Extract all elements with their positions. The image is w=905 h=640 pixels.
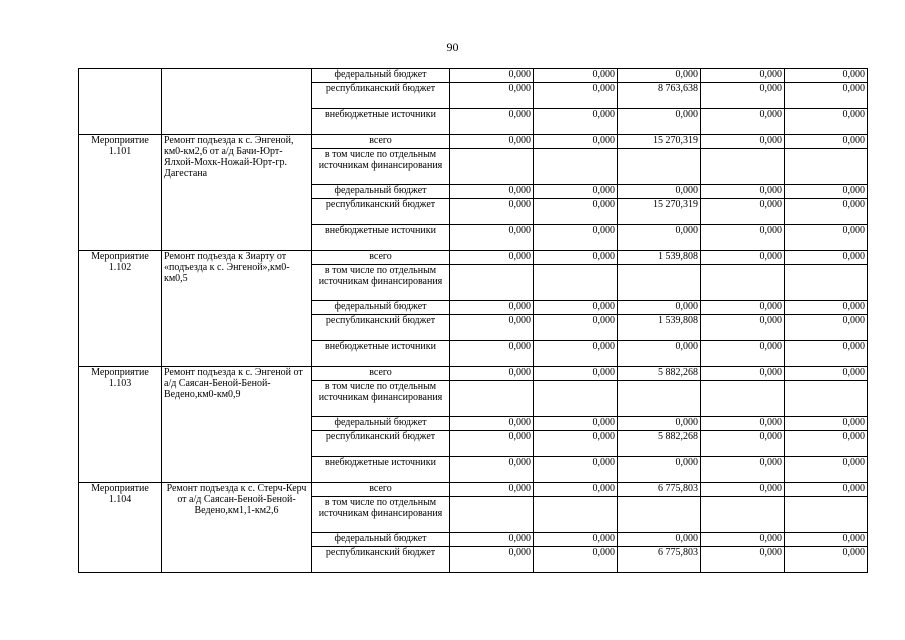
- value-cell: 0,000: [534, 547, 618, 573]
- value-cell: 0,000: [701, 315, 785, 341]
- value-cell: 1 539,808: [618, 251, 701, 265]
- value-cell: 0,000: [618, 109, 701, 135]
- value-cell: [618, 381, 701, 417]
- funding-source-cell: республиканский бюджет: [312, 547, 450, 573]
- value-cell: 0,000: [618, 457, 701, 483]
- value-cell: 0,000: [701, 199, 785, 225]
- funding-source-cell: федеральный бюджет: [312, 533, 450, 547]
- value-cell: 0,000: [450, 185, 534, 199]
- value-cell: 0,000: [785, 547, 868, 573]
- measure-code-cell: Мероприятие 1.104: [79, 483, 162, 573]
- measure-code-cell: [79, 69, 162, 135]
- measure-name-cell: Ремонт подъезда к Зиарту от «подъезда к с. Энгеной»,км0-км0,5: [162, 251, 312, 367]
- value-cell: 0,000: [701, 367, 785, 381]
- value-cell: [618, 149, 701, 185]
- value-cell: [785, 265, 868, 301]
- value-cell: 0,000: [785, 483, 868, 497]
- value-cell: 0,000: [785, 135, 868, 149]
- value-cell: [785, 149, 868, 185]
- value-cell: 0,000: [618, 185, 701, 199]
- value-cell: 0,000: [785, 199, 868, 225]
- value-cell: [701, 265, 785, 301]
- funding-source-cell: республиканский бюджет: [312, 315, 450, 341]
- value-cell: 0,000: [785, 109, 868, 135]
- value-cell: 0,000: [785, 533, 868, 547]
- value-cell: [701, 497, 785, 533]
- measure-name-cell: Ремонт подъезда к с. Энгеной от а/д Саясан-Беной-Беной-Ведено,км0-км0,9: [162, 367, 312, 483]
- value-cell: 0,000: [450, 315, 534, 341]
- table-row: [79, 135, 868, 149]
- funding-source-cell: в том числе по отдельным источникам финансирования: [312, 497, 450, 533]
- value-cell: 0,000: [450, 83, 534, 109]
- value-cell: 0,000: [450, 547, 534, 573]
- value-cell: 0,000: [701, 301, 785, 315]
- value-cell: 0,000: [785, 417, 868, 431]
- value-cell: 0,000: [534, 83, 618, 109]
- table-row: [79, 69, 868, 83]
- value-cell: [534, 149, 618, 185]
- budget-table: [78, 68, 868, 573]
- value-cell: 0,000: [450, 341, 534, 367]
- value-cell: 0,000: [534, 301, 618, 315]
- value-cell: 0,000: [701, 483, 785, 497]
- value-cell: 0,000: [450, 457, 534, 483]
- value-cell: 0,000: [534, 135, 618, 149]
- value-cell: 0,000: [785, 367, 868, 381]
- value-cell: 0,000: [618, 301, 701, 315]
- value-cell: 6 775,803: [618, 547, 701, 573]
- measure-name-cell: Ремонт подъезда к с. Энгеной, км0-км2,6 от а/д Бачи-Юрт-Ялхой-Мохк-Ножай-Юрт-гр. Дагестана: [162, 135, 312, 251]
- value-cell: 5 882,268: [618, 431, 701, 457]
- value-cell: 0,000: [450, 225, 534, 251]
- value-cell: [450, 149, 534, 185]
- measure-name-cell: Ремонт подъезда к с. Стерч-Керч от а/д Саясан-Беной-Беной-Ведено,км1,1-км2,6: [162, 483, 312, 573]
- value-cell: 0,000: [618, 533, 701, 547]
- value-cell: 0,000: [534, 431, 618, 457]
- page-number: 90: [446, 40, 459, 54]
- funding-source-cell: внебюджетные источники: [312, 225, 450, 251]
- measure-code-cell: Мероприятие 1.101: [79, 135, 162, 251]
- value-cell: 0,000: [534, 457, 618, 483]
- value-cell: 15 270,319: [618, 199, 701, 225]
- value-cell: 0,000: [534, 251, 618, 265]
- value-cell: [450, 381, 534, 417]
- funding-source-cell: всего: [312, 483, 450, 497]
- value-cell: [785, 381, 868, 417]
- value-cell: 0,000: [701, 225, 785, 251]
- value-cell: 0,000: [450, 69, 534, 83]
- value-cell: 0,000: [534, 341, 618, 367]
- value-cell: 0,000: [701, 251, 785, 265]
- value-cell: 0,000: [534, 109, 618, 135]
- value-cell: 0,000: [450, 109, 534, 135]
- value-cell: 0,000: [534, 225, 618, 251]
- funding-source-cell: федеральный бюджет: [312, 69, 450, 83]
- value-cell: 0,000: [785, 457, 868, 483]
- value-cell: 0,000: [534, 533, 618, 547]
- value-cell: 0,000: [701, 185, 785, 199]
- value-cell: 0,000: [618, 417, 701, 431]
- value-cell: 0,000: [785, 301, 868, 315]
- value-cell: 0,000: [450, 483, 534, 497]
- funding-source-cell: федеральный бюджет: [312, 417, 450, 431]
- value-cell: 0,000: [701, 533, 785, 547]
- value-cell: [618, 265, 701, 301]
- value-cell: 0,000: [450, 533, 534, 547]
- value-cell: [618, 497, 701, 533]
- value-cell: 8 763,638: [618, 83, 701, 109]
- funding-source-cell: федеральный бюджет: [312, 185, 450, 199]
- value-cell: [534, 497, 618, 533]
- value-cell: 0,000: [450, 367, 534, 381]
- value-cell: 0,000: [534, 315, 618, 341]
- value-cell: 0,000: [785, 69, 868, 83]
- value-cell: 0,000: [785, 83, 868, 109]
- value-cell: [534, 265, 618, 301]
- value-cell: 0,000: [450, 251, 534, 265]
- measure-code-cell: Мероприятие 1.103: [79, 367, 162, 483]
- value-cell: 0,000: [450, 135, 534, 149]
- value-cell: 0,000: [785, 225, 868, 251]
- value-cell: 0,000: [534, 199, 618, 225]
- funding-source-cell: внебюджетные источники: [312, 457, 450, 483]
- value-cell: 0,000: [701, 83, 785, 109]
- funding-source-cell: республиканский бюджет: [312, 431, 450, 457]
- funding-source-cell: федеральный бюджет: [312, 301, 450, 315]
- value-cell: 0,000: [785, 341, 868, 367]
- value-cell: 15 270,319: [618, 135, 701, 149]
- value-cell: [450, 497, 534, 533]
- value-cell: 0,000: [701, 135, 785, 149]
- table-row: [79, 251, 868, 265]
- value-cell: 0,000: [701, 109, 785, 135]
- value-cell: 0,000: [534, 185, 618, 199]
- value-cell: 0,000: [785, 251, 868, 265]
- value-cell: 0,000: [534, 483, 618, 497]
- table-row: [79, 483, 868, 497]
- funding-source-cell: всего: [312, 367, 450, 381]
- funding-source-cell: в том числе по отдельным источникам финансирования: [312, 265, 450, 301]
- value-cell: 0,000: [701, 547, 785, 573]
- measure-name-cell: [162, 69, 312, 135]
- value-cell: 6 775,803: [618, 483, 701, 497]
- funding-source-cell: республиканский бюджет: [312, 83, 450, 109]
- value-cell: 0,000: [534, 367, 618, 381]
- value-cell: [701, 381, 785, 417]
- table-row: [79, 367, 868, 381]
- value-cell: 0,000: [701, 341, 785, 367]
- value-cell: 0,000: [618, 225, 701, 251]
- value-cell: 0,000: [534, 69, 618, 83]
- value-cell: 0,000: [450, 417, 534, 431]
- funding-source-cell: в том числе по отдельным источникам финансирования: [312, 381, 450, 417]
- funding-source-cell: республиканский бюджет: [312, 199, 450, 225]
- value-cell: [785, 497, 868, 533]
- value-cell: [450, 265, 534, 301]
- value-cell: 5 882,268: [618, 367, 701, 381]
- funding-source-cell: внебюджетные источники: [312, 109, 450, 135]
- value-cell: 0,000: [534, 417, 618, 431]
- value-cell: 0,000: [701, 69, 785, 83]
- value-cell: 0,000: [618, 69, 701, 83]
- value-cell: 0,000: [618, 341, 701, 367]
- value-cell: [534, 381, 618, 417]
- value-cell: 1 539,808: [618, 315, 701, 341]
- value-cell: 0,000: [450, 301, 534, 315]
- funding-source-cell: всего: [312, 251, 450, 265]
- value-cell: 0,000: [450, 199, 534, 225]
- value-cell: 0,000: [701, 431, 785, 457]
- value-cell: 0,000: [701, 417, 785, 431]
- value-cell: 0,000: [785, 185, 868, 199]
- funding-source-cell: всего: [312, 135, 450, 149]
- value-cell: 0,000: [450, 431, 534, 457]
- measure-code-cell: Мероприятие 1.102: [79, 251, 162, 367]
- value-cell: [701, 149, 785, 185]
- funding-source-cell: в том числе по отдельным источникам финансирования: [312, 149, 450, 185]
- value-cell: 0,000: [785, 431, 868, 457]
- value-cell: 0,000: [785, 315, 868, 341]
- funding-source-cell: внебюджетные источники: [312, 341, 450, 367]
- value-cell: 0,000: [701, 457, 785, 483]
